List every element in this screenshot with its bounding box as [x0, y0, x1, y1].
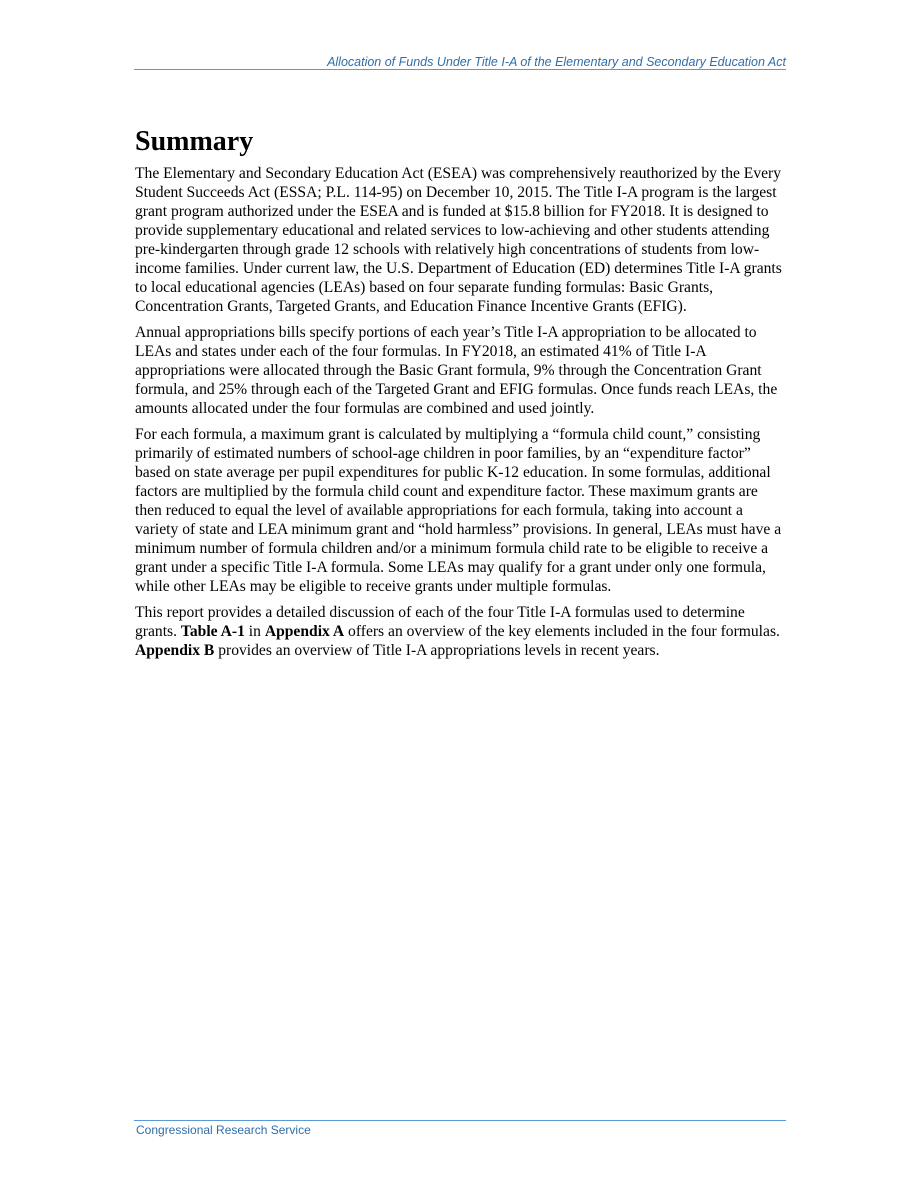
paragraph-1: The Elementary and Secondary Education Act (ESEA) was comprehensively reauthorized by the Every Student Succeeds Act (ESSA; P.L. 114-95) on December 10, 2015. The Title I-A program is the largest grant program authorized under the ESEA and is funded at $15.8 billion for FY2018. It is designed to provide supplementary educational and related services to low-achieving and other students attending pre-kindergarten through grade 12 schools with relatively high concentrations of students from low-income families. Under current law, the U.S. Department of Education (ED) determines Title I-A grants to local educational agencies (LEAs) based on four separate funding formulas: Basic Grants, Concentration Grants, Targeted Grants, and Education Finance Incentive Grants (EFIG).	[135, 165, 782, 315]
p4-text-4: provides an overview of Title I-A appropriations levels in recent years.	[214, 642, 660, 659]
paragraph-3: For each formula, a maximum grant is calculated by multiplying a “formula child count,” consisting primarily of estimated numbers of school-age children in poor families, by an “expenditure factor” based on state average per pupil expenditures for public K-12 education. In some formulas, additional factors are multiplied by the formula child count and expenditure factor. These maximum grants are then reduced to equal the level of available appropriations for each formula, taking into account a variety of state and LEA minimum grant and “hold harmless” provisions. In general, LEAs must have a minimum number of formula children and/or a minimum formula child rate to be eligible to receive a grant under a specific Title I-A formula. Some LEAs may qualify for a grant under only one formula, while other LEAs may be eligible to receive grants under multiple formulas.	[135, 426, 782, 595]
paragraph-2: Annual appropriations bills specify portions of each year’s Title I-A appropriation to be allocated to LEAs and states under each of the four formulas. In FY2018, an estimated 41% of Title I-A appropriations were allocated through the Basic Grant formula, 9% through the Concentration Grant formula, and 25% through each of the Targeted Grant and EFIG formulas. Once funds reach LEAs, the amounts allocated under the four formulas are combined and used jointly.	[135, 324, 778, 417]
p4-text-1: This report provides a detailed discussion of each of the four Title I-A formulas used to determine grants.	[135, 604, 745, 640]
p4-text-3: offers an overview of the key elements included in the four formulas.	[344, 623, 780, 640]
header-rule	[134, 69, 786, 70]
p4-text-2: in	[244, 623, 265, 640]
appendix-b-reference: Appendix B	[135, 642, 215, 659]
running-header: Allocation of Funds Under Title I-A of the Elementary and Secondary Education Act	[327, 55, 786, 69]
summary-section	[135, 124, 787, 667]
appendix-a-reference: Appendix A	[264, 623, 345, 640]
section-heading: Summary	[135, 126, 254, 157]
footer-rule	[134, 1120, 786, 1121]
table-a1-reference: Table A-1	[180, 623, 245, 640]
paragraph-4	[135, 603, 787, 660]
footer-publisher: Congressional Research Service	[136, 1123, 311, 1137]
